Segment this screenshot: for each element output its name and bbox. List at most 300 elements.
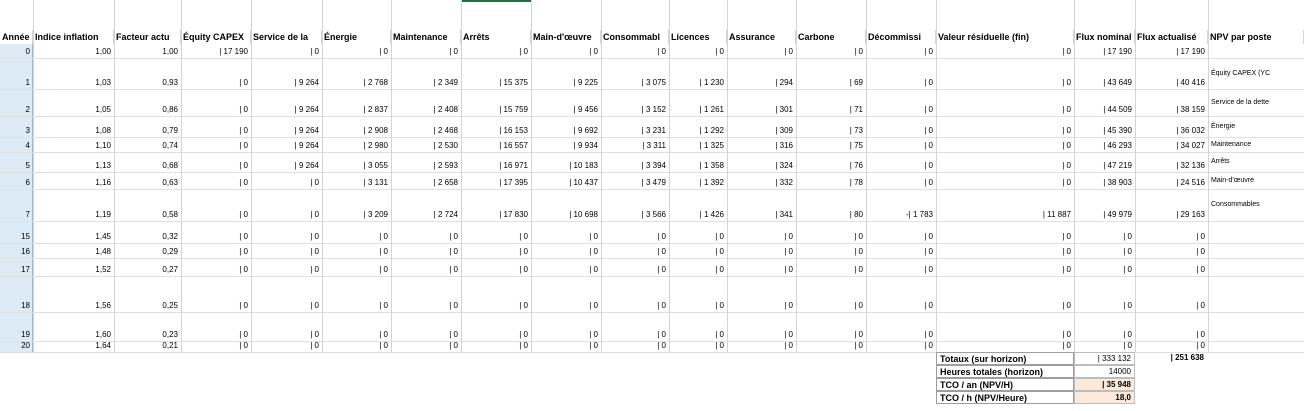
npv-label[interactable]: Équity CAPEX (YC <box>1211 69 1271 77</box>
table-cell[interactable]: | 10 183 <box>569 161 598 170</box>
table-cell[interactable]: | 76 <box>849 161 863 170</box>
table-cell[interactable]: | 0 <box>589 232 598 241</box>
table-cell[interactable]: | 0 <box>924 330 933 339</box>
column-gridline <box>1208 0 1209 352</box>
column-gridline <box>866 0 867 352</box>
table-cell[interactable]: 1,16 <box>95 178 111 187</box>
totals-nominal[interactable]: | 333 132 <box>1074 352 1135 365</box>
table-cell[interactable]: 0,74 <box>162 141 178 150</box>
tco-year-value[interactable]: | 35 948 <box>1074 378 1135 391</box>
column-gridline <box>1074 0 1075 352</box>
row-gridline <box>0 189 1304 190</box>
table-cell[interactable]: | 0 <box>657 232 666 241</box>
table-cell[interactable]: 0,27 <box>162 265 178 274</box>
column-gridline <box>181 0 182 352</box>
column-gridline <box>601 0 602 352</box>
table-cell[interactable]: | 0 <box>924 126 933 135</box>
table-cell[interactable]: | 294 <box>775 78 793 87</box>
table-cell[interactable]: | 0 <box>924 247 933 256</box>
column-header[interactable]: Carbone <box>796 30 866 44</box>
row-year[interactable]: 0 <box>25 47 30 56</box>
table-cell[interactable]: 1,19 <box>95 210 111 219</box>
table-cell[interactable]: | 2 768 <box>363 78 388 87</box>
table-cell[interactable]: | 0 <box>310 178 319 187</box>
column-gridline <box>461 0 462 352</box>
table-cell[interactable]: | 16 557 <box>499 141 528 150</box>
table-cell[interactable]: | 0 <box>239 341 248 350</box>
table-cell[interactable]: | 0 <box>379 232 388 241</box>
column-header[interactable]: NPV par poste <box>1208 30 1304 44</box>
table-cell[interactable]: 1,64 <box>95 341 111 350</box>
table-cell[interactable]: | 9 264 <box>294 161 319 170</box>
tco-year-label: TCO / an (NPV/H) <box>936 378 1074 391</box>
table-cell[interactable]: | 0 <box>449 47 458 56</box>
table-cell[interactable]: | 2 593 <box>433 161 458 170</box>
table-cell[interactable]: | 2 980 <box>363 141 388 150</box>
table-cell[interactable]: | 0 <box>657 247 666 256</box>
table-cell[interactable]: | 0 <box>1123 341 1132 350</box>
table-cell[interactable]: 1,13 <box>95 161 111 170</box>
table-cell[interactable]: | 0 <box>449 247 458 256</box>
table-cell[interactable]: | 0 <box>239 78 248 87</box>
row-year[interactable]: 5 <box>25 161 30 170</box>
table-cell[interactable]: | 0 <box>589 341 598 350</box>
table-cell[interactable]: | 0 <box>1196 247 1205 256</box>
table-cell[interactable]: | 2 724 <box>433 210 458 219</box>
table-cell[interactable]: | 0 <box>519 247 528 256</box>
row-year[interactable]: 4 <box>25 141 30 150</box>
table-cell[interactable]: | 0 <box>239 247 248 256</box>
table-cell[interactable]: | 0 <box>589 330 598 339</box>
table-cell[interactable]: 1,00 <box>162 47 178 56</box>
table-cell[interactable]: | 0 <box>924 178 933 187</box>
table-cell[interactable]: -| 1 783 <box>906 210 933 219</box>
table-cell[interactable]: | 0 <box>1196 265 1205 274</box>
row-gridline <box>0 276 1304 277</box>
table-cell[interactable]: | 0 <box>379 341 388 350</box>
totals-label: Totaux (sur horizon) <box>936 352 1074 365</box>
table-cell[interactable]: | 0 <box>239 126 248 135</box>
table-cell[interactable]: | 0 <box>784 247 793 256</box>
table-cell[interactable]: | 0 <box>449 330 458 339</box>
table-cell[interactable]: | 1 230 <box>699 78 724 87</box>
table-cell[interactable]: | 0 <box>1123 265 1132 274</box>
table-cell[interactable]: | 0 <box>784 330 793 339</box>
table-cell[interactable]: 1,00 <box>95 47 111 56</box>
table-cell[interactable]: | 0 <box>310 301 319 310</box>
table-cell[interactable]: | 0 <box>1062 247 1071 256</box>
row-gridline <box>0 89 1304 90</box>
table-cell[interactable]: | 0 <box>310 330 319 339</box>
table-cell[interactable]: | 316 <box>775 141 793 150</box>
table-cell[interactable]: 0,63 <box>162 178 178 187</box>
table-cell[interactable]: | 309 <box>775 126 793 135</box>
table-cell[interactable]: | 3 055 <box>363 161 388 170</box>
table-cell[interactable]: | 0 <box>449 265 458 274</box>
table-cell[interactable]: | 24 516 <box>1176 178 1205 187</box>
table-cell[interactable]: | 0 <box>1196 232 1205 241</box>
table-cell[interactable]: | 1 261 <box>699 105 724 114</box>
table-cell[interactable]: | 3 075 <box>641 78 666 87</box>
column-header[interactable]: Main-d'œuvre <box>531 30 601 44</box>
table-cell[interactable]: | 44 509 <box>1103 105 1132 114</box>
table-cell[interactable]: | 0 <box>519 330 528 339</box>
table-cell[interactable]: | 0 <box>854 247 863 256</box>
column-header[interactable]: Équity CAPEX <box>181 30 251 44</box>
table-cell[interactable]: | 0 <box>519 341 528 350</box>
table-cell[interactable]: | 3 394 <box>641 161 666 170</box>
table-cell[interactable]: | 15 759 <box>499 105 528 114</box>
table-cell[interactable]: | 0 <box>310 232 319 241</box>
table-cell[interactable]: | 0 <box>310 210 319 219</box>
table-cell[interactable]: 0,32 <box>162 232 178 241</box>
table-cell[interactable]: | 0 <box>310 247 319 256</box>
table-cell[interactable]: 1,48 <box>95 247 111 256</box>
table-cell[interactable]: 1,05 <box>95 105 111 114</box>
table-cell[interactable]: | 9 264 <box>294 78 319 87</box>
table-cell[interactable]: | 0 <box>924 78 933 87</box>
table-cell[interactable]: | 0 <box>1062 330 1071 339</box>
npv-label[interactable]: Énergie <box>1211 122 1236 130</box>
column-header[interactable]: Assurance <box>727 30 796 44</box>
table-cell[interactable]: | 0 <box>924 141 933 150</box>
column-header[interactable]: Consommabl <box>601 30 669 44</box>
column-gridline <box>669 0 670 352</box>
table-cell[interactable]: | 0 <box>715 341 724 350</box>
table-cell[interactable]: | 341 <box>775 210 793 219</box>
table-cell[interactable]: | 75 <box>849 141 863 150</box>
table-cell[interactable]: | 324 <box>775 161 793 170</box>
table-cell[interactable]: | 0 <box>449 341 458 350</box>
table-cell[interactable]: | 0 <box>310 47 319 56</box>
table-cell[interactable]: | 11 887 <box>1042 210 1071 219</box>
table-cell[interactable]: | 0 <box>657 301 666 310</box>
column-header[interactable]: Indice inflation <box>33 30 114 44</box>
table-cell[interactable]: | 9 264 <box>294 141 319 150</box>
table-cell[interactable]: | 29 163 <box>1176 210 1205 219</box>
table-cell[interactable]: | 0 <box>519 265 528 274</box>
table-cell[interactable]: | 0 <box>239 265 248 274</box>
row-year[interactable]: 19 <box>21 330 30 339</box>
table-cell[interactable]: | 46 293 <box>1103 141 1132 150</box>
table-cell[interactable]: | 0 <box>1062 47 1071 56</box>
table-cell[interactable]: | 36 032 <box>1176 126 1205 135</box>
table-cell[interactable]: | 0 <box>1196 301 1205 310</box>
table-cell[interactable]: | 16 971 <box>499 161 528 170</box>
table-cell[interactable]: | 0 <box>379 301 388 310</box>
table-cell[interactable]: 0,23 <box>162 330 178 339</box>
table-cell[interactable]: | 0 <box>239 330 248 339</box>
row-year[interactable]: 7 <box>25 210 30 219</box>
row-year[interactable]: 20 <box>21 341 30 350</box>
npv-label[interactable]: Arrêts <box>1211 158 1230 165</box>
table-cell[interactable]: 0,79 <box>162 126 178 135</box>
table-cell[interactable]: | 0 <box>1123 247 1132 256</box>
column-gridline <box>531 0 532 352</box>
row-year[interactable]: 1 <box>25 78 30 87</box>
table-cell[interactable]: | 38 159 <box>1176 105 1205 114</box>
hours-value[interactable]: 14000 <box>1074 365 1135 378</box>
table-cell[interactable]: | 0 <box>449 301 458 310</box>
table-cell[interactable]: | 0 <box>715 47 724 56</box>
row-gridline <box>0 258 1304 259</box>
table-cell[interactable]: | 0 <box>239 178 248 187</box>
table-cell[interactable]: 1,56 <box>95 301 111 310</box>
tco-hour-label: TCO / h (NPV/Heure) <box>936 391 1074 404</box>
table-cell[interactable]: | 0 <box>1123 330 1132 339</box>
table-cell[interactable]: | 17 190 <box>1103 47 1132 56</box>
row-year[interactable]: 17 <box>21 265 30 274</box>
table-cell[interactable]: | 0 <box>1062 105 1071 114</box>
column-gridline <box>936 0 937 352</box>
row-gridline <box>0 172 1304 173</box>
table-cell[interactable]: | 0 <box>1123 301 1132 310</box>
row-year[interactable]: 6 <box>25 178 30 187</box>
tco-hour-value[interactable]: 18,0 <box>1074 391 1135 404</box>
table-cell[interactable]: | 2 837 <box>363 105 388 114</box>
table-cell[interactable]: | 32 136 <box>1176 161 1205 170</box>
table-cell[interactable]: | 0 <box>854 330 863 339</box>
table-cell[interactable]: | 0 <box>449 232 458 241</box>
table-cell[interactable]: | 1 292 <box>699 126 724 135</box>
table-cell[interactable]: | 0 <box>784 341 793 350</box>
table-cell[interactable]: 1,03 <box>95 78 111 87</box>
table-cell[interactable]: | 0 <box>239 301 248 310</box>
table-cell[interactable]: | 0 <box>715 301 724 310</box>
table-cell[interactable]: | 0 <box>379 330 388 339</box>
column-header[interactable]: Année <box>0 30 33 44</box>
table-cell[interactable]: | 2 408 <box>433 105 458 114</box>
table-cell[interactable]: 1,08 <box>95 126 111 135</box>
table-cell[interactable]: | 0 <box>239 161 248 170</box>
table-cell[interactable]: | 0 <box>924 161 933 170</box>
table-cell[interactable]: | 0 <box>854 47 863 56</box>
column-gridline <box>251 0 252 352</box>
column-header[interactable]: Énergie <box>322 30 391 44</box>
table-cell[interactable]: | 0 <box>1062 78 1071 87</box>
table-cell[interactable]: | 0 <box>589 265 598 274</box>
table-cell[interactable]: | 10 698 <box>569 210 598 219</box>
table-cell[interactable]: | 80 <box>849 210 863 219</box>
table-cell[interactable]: | 0 <box>1062 141 1071 150</box>
table-cell[interactable]: | 0 <box>924 265 933 274</box>
table-cell[interactable]: | 0 <box>1062 265 1071 274</box>
table-cell[interactable]: | 45 390 <box>1103 126 1132 135</box>
table-cell[interactable]: | 0 <box>310 265 319 274</box>
table-cell[interactable]: 1,60 <box>95 330 111 339</box>
table-cell[interactable]: | 0 <box>924 105 933 114</box>
table-cell[interactable]: | 2 658 <box>433 178 458 187</box>
column-gridline <box>322 0 323 352</box>
table-cell[interactable]: | 17 190 <box>1176 47 1205 56</box>
column-header[interactable]: Arrêts <box>461 30 531 44</box>
table-cell[interactable]: | 0 <box>379 47 388 56</box>
table-cell[interactable]: | 0 <box>715 247 724 256</box>
table-cell[interactable]: | 0 <box>589 247 598 256</box>
table-cell[interactable]: | 0 <box>657 47 666 56</box>
npv-label[interactable]: Consommables <box>1211 201 1260 208</box>
table-cell[interactable]: | 2 530 <box>433 141 458 150</box>
table-cell[interactable]: | 78 <box>849 178 863 187</box>
table-cell[interactable]: 0,86 <box>162 105 178 114</box>
table-cell[interactable]: | 0 <box>924 232 933 241</box>
table-cell[interactable]: | 3 209 <box>363 210 388 219</box>
table-cell[interactable]: | 1 325 <box>699 141 724 150</box>
table-cell[interactable]: | 9 456 <box>573 105 598 114</box>
table-cell[interactable]: | 9 225 <box>573 78 598 87</box>
table-cell[interactable]: | 17 830 <box>499 210 528 219</box>
table-cell[interactable]: | 0 <box>1123 232 1132 241</box>
table-cell[interactable]: | 0 <box>379 265 388 274</box>
table-cell[interactable]: | 0 <box>1196 341 1205 350</box>
table-cell[interactable]: | 3 479 <box>641 178 666 187</box>
row-gridline <box>0 312 1304 313</box>
row-year[interactable]: 2 <box>25 105 30 114</box>
table-cell[interactable]: | 0 <box>784 47 793 56</box>
table-cell[interactable]: | 1 426 <box>699 210 724 219</box>
table-cell[interactable]: | 0 <box>784 232 793 241</box>
table-cell[interactable]: | 0 <box>854 341 863 350</box>
column-gridline <box>33 0 34 352</box>
table-cell[interactable]: | 16 153 <box>499 126 528 135</box>
table-cell[interactable]: | 3 131 <box>363 178 388 187</box>
column-gridline <box>1135 0 1136 352</box>
table-cell[interactable]: | 0 <box>854 301 863 310</box>
table-cell[interactable]: | 0 <box>784 301 793 310</box>
table-cell[interactable]: | 0 <box>924 301 933 310</box>
table-cell[interactable]: | 15 375 <box>499 78 528 87</box>
column-header[interactable]: Valeur résiduelle (fin) <box>936 30 1074 44</box>
table-cell[interactable]: | 9 264 <box>294 126 319 135</box>
table-cell[interactable]: | 3 311 <box>642 141 666 150</box>
table-cell[interactable]: | 0 <box>854 265 863 274</box>
table-cell[interactable]: | 49 979 <box>1103 210 1132 219</box>
table-cell[interactable]: | 0 <box>1062 178 1071 187</box>
row-year[interactable]: 15 <box>21 232 30 241</box>
table-cell[interactable]: | 0 <box>239 105 248 114</box>
column-gridline <box>391 0 392 352</box>
column-header[interactable]: Facteur actu <box>114 30 181 44</box>
table-cell[interactable]: | 3 152 <box>641 105 666 114</box>
table-cell[interactable]: | 301 <box>775 105 793 114</box>
row-year[interactable]: 18 <box>21 301 30 310</box>
table-cell[interactable]: | 71 <box>849 105 863 114</box>
table-cell[interactable]: | 0 <box>784 265 793 274</box>
table-cell[interactable]: | 2 468 <box>433 126 458 135</box>
table-cell[interactable]: | 2 908 <box>363 126 388 135</box>
table-cell[interactable]: | 1 358 <box>699 161 724 170</box>
table-cell[interactable]: 1,45 <box>95 232 111 241</box>
row-year[interactable]: 3 <box>25 126 30 135</box>
table-cell[interactable]: | 0 <box>1062 341 1071 350</box>
row-year[interactable]: 16 <box>21 247 30 256</box>
npv-label[interactable]: Service de la dette <box>1211 98 1269 106</box>
table-cell[interactable]: | 9 692 <box>573 126 598 135</box>
row-gridline <box>0 243 1304 244</box>
column-header[interactable]: Service de la <box>251 30 322 44</box>
table-cell[interactable]: 1,10 <box>95 141 111 150</box>
table-cell[interactable]: | 0 <box>657 330 666 339</box>
table-cell[interactable]: | 73 <box>849 126 863 135</box>
table-cell[interactable]: | 0 <box>715 265 724 274</box>
table-cell[interactable]: | 0 <box>519 232 528 241</box>
row-gridline <box>0 58 1304 59</box>
table-cell[interactable]: | 0 <box>239 141 248 150</box>
table-cell[interactable]: | 0 <box>715 232 724 241</box>
table-cell[interactable]: | 38 903 <box>1103 178 1132 187</box>
table-cell[interactable]: | 0 <box>239 232 248 241</box>
table-cell[interactable]: | 2 349 <box>433 78 458 87</box>
row-gridline <box>0 116 1304 117</box>
table-cell[interactable]: | 0 <box>715 330 724 339</box>
table-cell[interactable]: | 0 <box>519 301 528 310</box>
table-cell[interactable]: | 9 264 <box>294 105 319 114</box>
column-header[interactable]: Flux actualisé <box>1135 30 1208 44</box>
table-cell[interactable]: | 0 <box>657 341 666 350</box>
table-cell[interactable]: | 9 934 <box>573 141 598 150</box>
column-header[interactable]: Maintenance <box>391 30 461 44</box>
hours-label: Heures totales (horizon) <box>936 365 1074 378</box>
table-cell[interactable]: 0,25 <box>162 301 178 310</box>
table-cell[interactable]: 1,52 <box>95 265 111 274</box>
column-gridline <box>114 0 115 352</box>
table-cell[interactable]: | 0 <box>854 232 863 241</box>
table-cell[interactable]: | 17 190 <box>219 47 248 56</box>
table-cell[interactable]: | 0 <box>1062 161 1071 170</box>
row-gridline <box>0 152 1304 153</box>
table-cell[interactable]: 0,21 <box>162 341 178 350</box>
table-cell[interactable]: | 43 649 <box>1103 78 1132 87</box>
column-header[interactable]: Licences <box>669 30 727 44</box>
table-cell[interactable]: | 0 <box>589 47 598 56</box>
table-cell[interactable]: | 3 231 <box>641 126 666 135</box>
table-cell[interactable]: | 47 219 <box>1103 161 1132 170</box>
table-cell[interactable]: | 332 <box>775 178 793 187</box>
table-cell[interactable]: 0,29 <box>162 247 178 256</box>
table-cell[interactable]: | 0 <box>657 265 666 274</box>
table-cell[interactable]: | 0 <box>310 341 319 350</box>
column-gridline <box>727 0 728 352</box>
table-cell[interactable]: | 0 <box>519 47 528 56</box>
table-cell[interactable]: | 0 <box>1196 330 1205 339</box>
table-cell[interactable]: | 40 416 <box>1176 78 1205 87</box>
table-cell[interactable]: | 10 437 <box>569 178 598 187</box>
npv-label[interactable]: Main-d'œuvre <box>1211 176 1254 184</box>
column-header[interactable]: Flux nominal <box>1074 30 1135 44</box>
table-cell[interactable]: | 0 <box>239 210 248 219</box>
table-cell[interactable]: | 3 566 <box>641 210 666 219</box>
table-cell[interactable]: | 0 <box>1062 126 1071 135</box>
table-cell[interactable]: | 69 <box>849 78 863 87</box>
table-cell[interactable]: 0,93 <box>162 78 178 87</box>
table-cell[interactable]: | 0 <box>1062 301 1071 310</box>
table-cell[interactable]: | 0 <box>1062 232 1071 241</box>
table-cell[interactable]: 0,58 <box>162 210 178 219</box>
column-header[interactable]: Décommissi <box>866 30 936 44</box>
table-cell[interactable]: | 1 392 <box>699 178 724 187</box>
table-cell[interactable]: 0,68 <box>162 161 178 170</box>
formula-bar-area <box>0 0 1304 30</box>
totals-actualise[interactable]: | 251 638 <box>1170 353 1204 362</box>
table-cell[interactable]: | 0 <box>924 341 933 350</box>
row-gridline <box>0 221 1304 222</box>
table-cell[interactable]: | 0 <box>379 247 388 256</box>
table-cell[interactable]: | 0 <box>589 301 598 310</box>
npv-label[interactable]: Maintenance <box>1211 140 1252 148</box>
table-cell[interactable]: | 0 <box>924 47 933 56</box>
table-cell[interactable]: | 17 395 <box>499 178 528 187</box>
table-cell[interactable]: | 34 027 <box>1176 141 1205 150</box>
